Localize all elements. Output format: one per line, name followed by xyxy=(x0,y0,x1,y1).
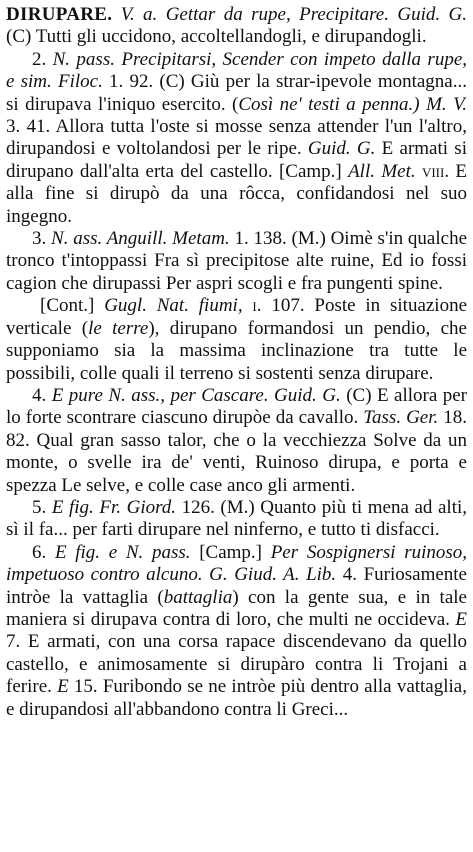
text-run: 4. xyxy=(32,384,52,406)
text-run: N. pass. Precipitarsi, Scender con impeto dalla rupe, e sim. Filoc. xyxy=(6,48,467,93)
text-run: 15. Furibondo se ne intròe più dentro alla vattaglia, e dirupandosi all'abbandono contra li Greci... xyxy=(6,676,467,720)
text-run: 5. xyxy=(32,496,52,518)
text-run: (C) E allora per lo forte scontrare ciascuno dirupòe da cavallo. xyxy=(6,384,467,429)
text-run: battaglia xyxy=(163,586,233,608)
text-run xyxy=(243,295,253,316)
text-run: . E alla fine si dirupò da una rôcca, confidandosi nel suo ingegno. xyxy=(6,160,468,227)
sense-3 xyxy=(6,228,467,295)
text-run: ) con la gente sua, e in tale maniera si dirupava contra di loro, che multi ne occideva. xyxy=(6,586,467,630)
text-run: 3. 41. Allora tutta l'oste si mosse senza attender l'un l'altro, dirupandosi e voltolandosi per le ripe. xyxy=(6,116,467,160)
text-run: le terre xyxy=(88,317,149,339)
text-run: All. Met. xyxy=(348,160,416,182)
text-run: 1. 138. (M.) Oimè s'in qualche tronco t'intoppassi Fra sì precipitose alte ruine, Ed io fossi cagion che dirupassi Per aspri scogli e fra pungenti spine. xyxy=(6,228,467,294)
text-run: [Camp.] xyxy=(190,541,271,563)
text-run: Così ne' testi a penna.) M. V. xyxy=(238,93,468,115)
text-run: Guid. G. xyxy=(307,138,376,160)
text-run: E armati si dirupano dall'alta erta del castello. [Camp.] xyxy=(6,138,467,182)
sense-3-continuation xyxy=(6,295,467,385)
text-run: Per Sospignersi ruinoso, impetuoso contro alcuno. G. Giud. A. Lib. xyxy=(6,541,468,586)
text-run: 4. Furiosamente intròe la vattaglia ( xyxy=(6,564,467,608)
text-run: 126. (M.) Quanto più ti mena ad alti, sì il fa... per farti dirupare nel ninferno, e tutto ti disfacci. xyxy=(6,496,468,541)
text-run: N. ass. Anguill. Metam. xyxy=(51,228,230,250)
text-run: E xyxy=(57,676,69,698)
sense-5 xyxy=(6,497,467,542)
text-run: i xyxy=(252,295,257,317)
text-run: . 107. Poste in situazione verticale ( xyxy=(6,295,468,339)
text-run: 1. 92. (C) Giù per la strar-ipevole montagna... si dirupava l'iniquo esercito. ( xyxy=(6,71,467,115)
text-run: E fig. Fr. Giord. xyxy=(51,496,177,518)
text-run: 6. xyxy=(32,541,55,563)
text-run: 7. E armati, con una corsa rapace discendevano da quello castello, e animosamente si dirupàro contra li Trojani a ferire. xyxy=(6,631,467,698)
text-run: E fig. e N. pass. xyxy=(54,541,191,563)
text-run: 18. 82. Qual gran sasso talor, che o la vecchiezza Solve da un monte, o svelle ira de' venti, Ruinoso dirupa, e porta e spezza Le selve, e colle case anco gli armenti. xyxy=(6,407,467,496)
text-run: viii xyxy=(421,160,445,182)
entry-definition-1 xyxy=(6,4,467,49)
sense-6 xyxy=(6,542,467,721)
text-run: [Cont.] xyxy=(40,295,105,317)
text-run: 3. xyxy=(32,228,52,250)
text-run: 2. xyxy=(32,48,53,70)
sense-2 xyxy=(6,49,467,228)
text-run: ), dirupano formandosi un pendio, che supponiamo sia la massima inclinazione tra tutte le possibili, colle quali il terreno si sostenti senza dirupare. xyxy=(6,317,467,384)
text-run: E pure N. ass., per Cascare. Guid. G. xyxy=(51,384,341,406)
text-run: (C) Tutti gli uccidono, accoltellandogli, e dirupandogli. xyxy=(6,26,427,48)
sense-4 xyxy=(6,385,467,497)
text-run: Gugl. Nat. fiumi, xyxy=(104,295,243,317)
text-run: V. a. Gettar da rupe, Precipitare. Guid. G. xyxy=(112,4,467,25)
text-run: Tass. Ger. xyxy=(363,407,439,429)
text-run: E xyxy=(455,608,467,630)
headword: DIRUPARE. xyxy=(6,4,113,25)
